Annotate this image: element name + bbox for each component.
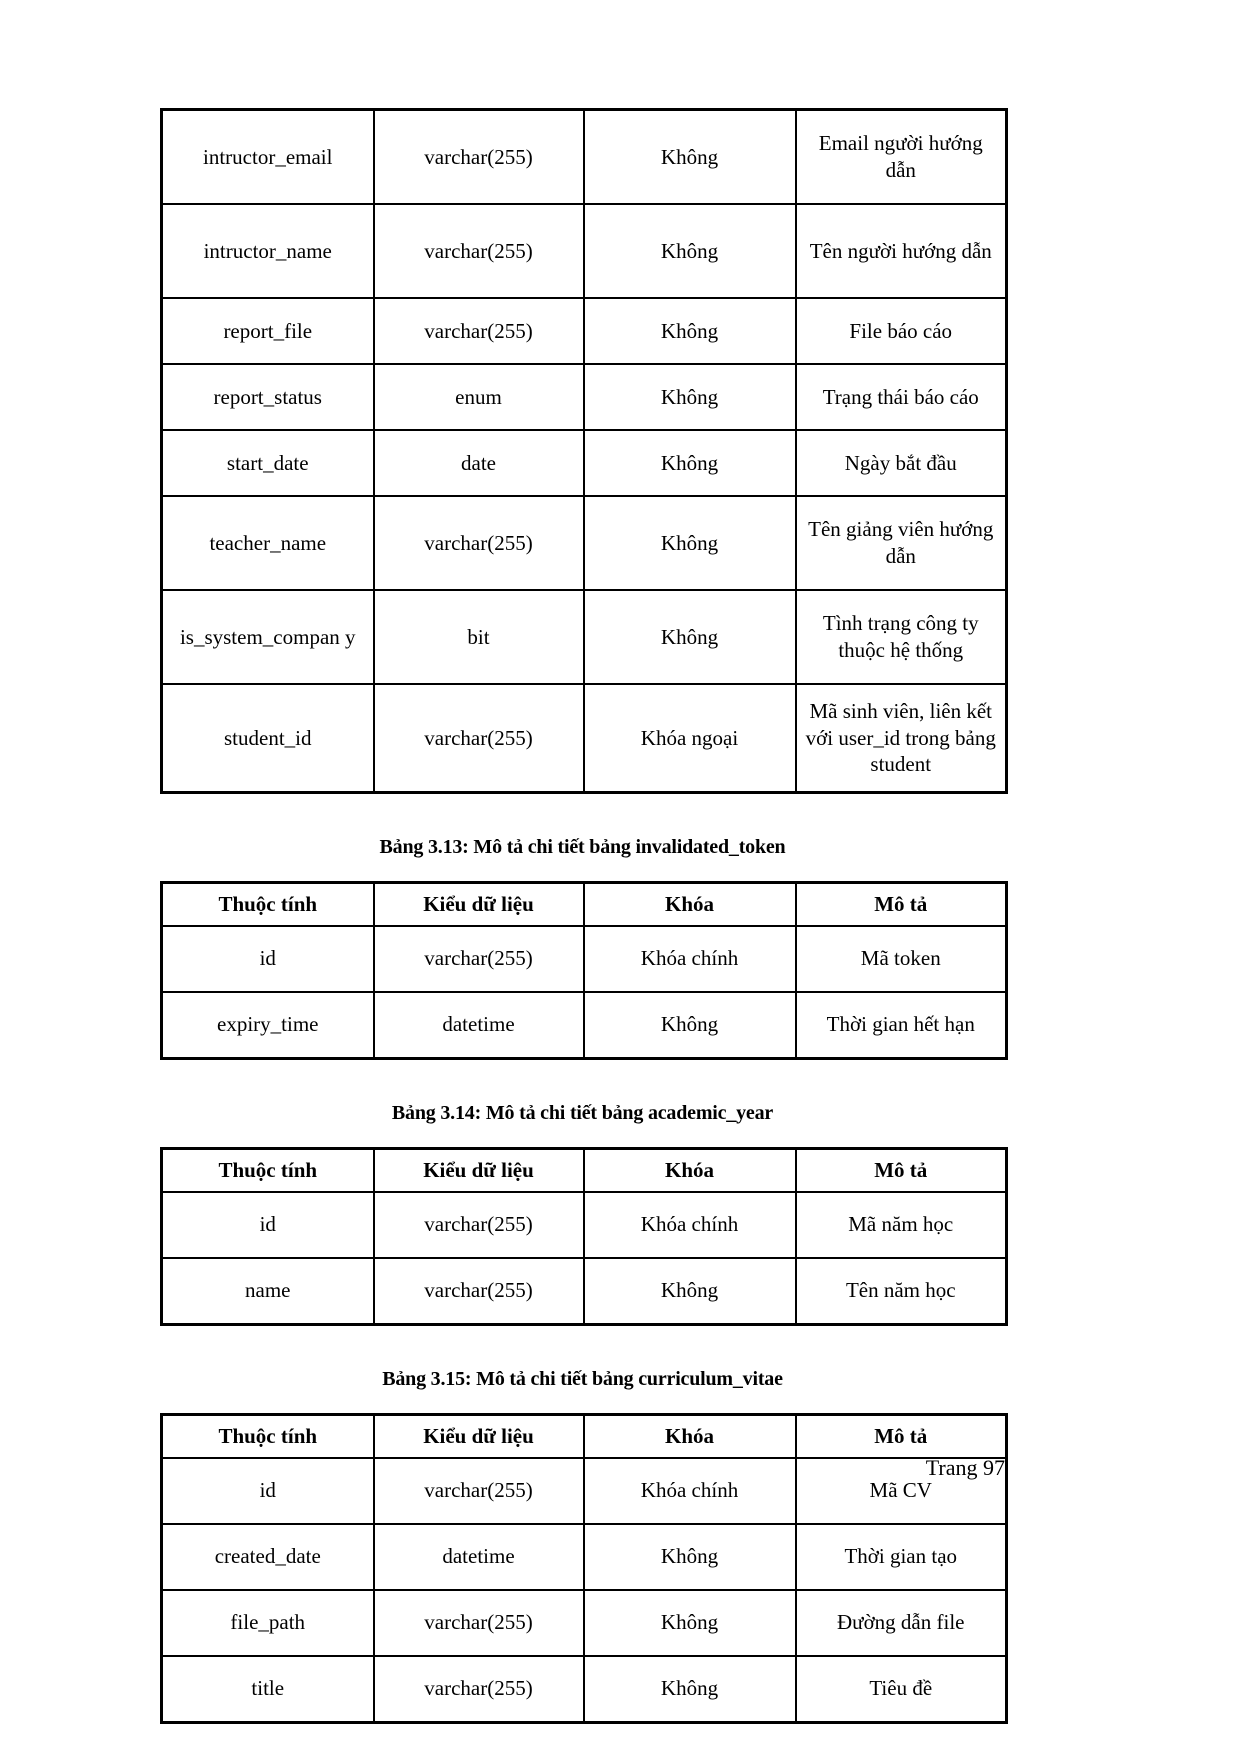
cell-key: Không	[584, 1258, 796, 1325]
cell-attribute: title	[162, 1656, 374, 1723]
cell-attribute: expiry_time	[162, 992, 374, 1059]
cell-datatype: varchar(255)	[374, 204, 584, 298]
cell-key: Không	[584, 298, 796, 364]
table-row	[162, 992, 1007, 1059]
page-content	[160, 108, 1005, 1724]
table-continued	[160, 108, 1008, 794]
cell-description: Mã sinh viên, liên kết với user_id trong bảng student	[796, 684, 1007, 793]
cell-datatype: bit	[374, 590, 584, 684]
cell-attribute: id	[162, 1192, 374, 1258]
table-row	[162, 1524, 1007, 1590]
cell-datatype: varchar(255)	[374, 1192, 584, 1258]
table-caption-3-14: Bảng 3.14: Mô tả chi tiết bảng academic_year	[391, 1101, 774, 1124]
cell-datatype: date	[374, 430, 584, 496]
cell-key: Không	[584, 364, 796, 430]
cell-attribute: created_date	[162, 1524, 374, 1590]
spacer	[160, 1326, 1005, 1368]
page-footer: Trang 97	[925, 1455, 1005, 1480]
header-attribute: Thuộc tính	[162, 883, 374, 926]
cell-datatype: datetime	[374, 1524, 584, 1590]
cell-key: Khóa chính	[584, 1192, 796, 1258]
cell-description: Tiêu đề	[796, 1656, 1007, 1723]
cell-description: Mã CV	[796, 1458, 1007, 1524]
header-attribute: Thuộc tính	[162, 1414, 374, 1457]
cell-key: Không	[584, 110, 796, 205]
cell-key: Khóa chính	[584, 926, 796, 992]
cell-datatype: datetime	[374, 992, 584, 1059]
header-key: Khóa	[584, 1414, 796, 1457]
table-row	[162, 110, 1007, 205]
table-caption-3-13: Bảng 3.13: Mô tả chi tiết bảng invalidated_token	[379, 836, 786, 858]
cell-description: Ngày bắt đầu	[796, 430, 1007, 496]
table-row	[162, 298, 1007, 364]
table-row	[162, 1656, 1007, 1723]
table-3-14	[160, 1147, 1008, 1326]
header-attribute: Thuộc tính	[162, 1148, 374, 1191]
header-datatype: Kiểu dữ liệu	[374, 1148, 584, 1191]
cell-attribute: student_id	[162, 684, 374, 793]
cell-attribute: intructor_name	[162, 204, 374, 298]
cell-key: Không	[584, 1590, 796, 1656]
cell-attribute: id	[162, 926, 374, 992]
table-header-row	[162, 883, 1007, 926]
table-row	[162, 204, 1007, 298]
spacer	[160, 1060, 1005, 1102]
table-row	[162, 926, 1007, 992]
cell-attribute: file_path	[162, 1590, 374, 1656]
cell-description: Email người hướng dẫn	[796, 110, 1007, 205]
cell-description: Tình trạng công ty thuộc hệ thống	[796, 590, 1007, 684]
cell-datatype: varchar(255)	[374, 1656, 584, 1723]
header-key: Khóa	[584, 883, 796, 926]
cell-datatype: varchar(255)	[374, 1258, 584, 1325]
cell-datatype: varchar(255)	[374, 298, 584, 364]
table-3-13	[160, 881, 1008, 1060]
spacer	[160, 859, 1005, 881]
cell-datatype: varchar(255)	[374, 110, 584, 205]
cell-description: Tên năm học	[796, 1258, 1007, 1325]
cell-key: Không	[584, 1656, 796, 1723]
cell-attribute: report_status	[162, 364, 374, 430]
cell-description: File báo cáo	[796, 298, 1007, 364]
header-description: Mô tả	[796, 883, 1007, 926]
cell-key: Không	[584, 430, 796, 496]
spacer	[160, 1125, 1005, 1147]
cell-key: Không	[584, 496, 796, 590]
cell-key: Không	[584, 590, 796, 684]
header-datatype: Kiểu dữ liệu	[374, 883, 584, 926]
cell-attribute: report_file	[162, 298, 374, 364]
cell-datatype: varchar(255)	[374, 684, 584, 793]
cell-attribute: is_system_compan y	[162, 590, 374, 684]
table-row	[162, 430, 1007, 496]
cell-description: Tên người hướng dẫn	[796, 204, 1007, 298]
cell-attribute: teacher_name	[162, 496, 374, 590]
table-header-row	[162, 1148, 1007, 1191]
spacer	[160, 794, 1005, 836]
cell-key: Không	[584, 1524, 796, 1590]
header-datatype: Kiểu dữ liệu	[374, 1414, 584, 1457]
cell-datatype: varchar(255)	[374, 1590, 584, 1656]
cell-description: Trạng thái báo cáo	[796, 364, 1007, 430]
cell-key: Khóa ngoại	[584, 684, 796, 793]
cell-attribute: start_date	[162, 430, 374, 496]
cell-description: Thời gian tạo	[796, 1524, 1007, 1590]
cell-key: Không	[584, 204, 796, 298]
cell-datatype: varchar(255)	[374, 926, 584, 992]
cell-description: Mã token	[796, 926, 1007, 992]
table-row	[162, 684, 1007, 793]
header-key: Khóa	[584, 1148, 796, 1191]
cell-datatype: varchar(255)	[374, 1458, 584, 1524]
cell-attribute: id	[162, 1458, 374, 1524]
table-row	[162, 364, 1007, 430]
cell-key: Không	[584, 992, 796, 1059]
cell-description: Thời gian hết hạn	[796, 992, 1007, 1059]
cell-datatype: varchar(255)	[374, 496, 584, 590]
table-caption-3-15: Bảng 3.15: Mô tả chi tiết bảng curriculum_vitae	[382, 1367, 783, 1390]
table-row	[162, 496, 1007, 590]
table-row	[162, 1258, 1007, 1325]
cell-attribute: name	[162, 1258, 374, 1325]
cell-datatype: enum	[374, 364, 584, 430]
table-header-row	[162, 1414, 1007, 1457]
table-row	[162, 1192, 1007, 1258]
cell-description: Tên giảng viên hướng dẫn	[796, 496, 1007, 590]
header-description: Mô tả	[796, 1148, 1007, 1191]
cell-description: Mã năm học	[796, 1192, 1007, 1258]
cell-key: Khóa chính	[584, 1458, 796, 1524]
header-description: Mô tả	[796, 1414, 1007, 1457]
cell-attribute: intructor_email	[162, 110, 374, 205]
cell-description: Đường dẫn file	[796, 1590, 1007, 1656]
table-row	[162, 1590, 1007, 1656]
table-row	[162, 590, 1007, 684]
spacer	[160, 1391, 1005, 1413]
